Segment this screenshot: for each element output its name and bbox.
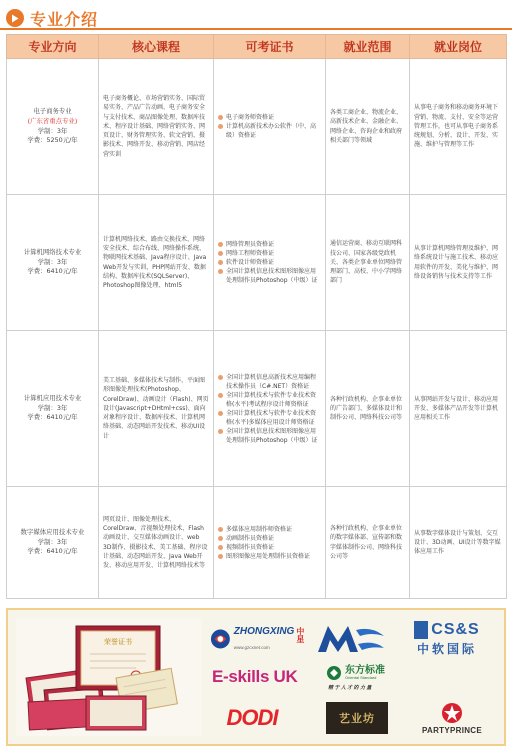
scope-cell: 通信运营商、移动互联网科技公司、国家各级党政机关、各类企事业单位网络管理部门、高校、中小学网络部门 (326, 195, 410, 331)
dfbz-cn: 东方标准 (345, 665, 385, 676)
cert-item: 电子商务师资格证 (218, 113, 321, 122)
cert-item: 全国计算机信息高新技术应用编程技术操作员（C#.NET）资格证 (218, 373, 321, 391)
courses-cell: 电子商务概论、市场营销实务、国际贸易实务、产品广告动画、电子商务安全与支付技术、商品图像处理、数据库技术、程序设计基础、网络营销实务、网页设计、财务管理实务、软文营销、摄影技术、网络开发、移动营销、网店经营实训 (99, 59, 214, 195)
cert-item: 图形图像应用处理制作员资格证 (218, 552, 321, 561)
cert-list (218, 113, 321, 140)
eskills-logo (212, 664, 318, 690)
certificate-title: 荣誉证书 (104, 638, 132, 646)
major-name: 计算机应用技术专业 (23, 393, 82, 402)
m-brand-logo (316, 622, 386, 656)
table-row (7, 487, 507, 599)
dfbz-logo (326, 660, 412, 696)
posts-cell: 从事计算机网络管理及维护、网络系统设计与施工技术、移动应用软件的开发、美化与维护、网络设备销售与技术支持等工作 (410, 195, 507, 331)
dfbz-tagline: 精 于 人 才 的 力 量 (328, 685, 372, 691)
courses-cell: 计算机网络技术、路由交换技术、网络安全技术、综合布线、网络操作系统、物联网技术基础、Java程序设计、Java Web开发与实训、PHP网站开发、数据结构、数据库技术(SQLServer)、Photoshop图像处理、html5 (99, 195, 214, 331)
certs-cell (214, 195, 326, 331)
cert-list (218, 373, 321, 445)
section-header (6, 6, 98, 30)
major-fee: 学费：6410元/年 (27, 547, 78, 556)
cses-logo (396, 620, 498, 658)
major-cell (7, 487, 99, 599)
major-cell (7, 59, 99, 195)
scope-cell: 各种行政机构、企事业单位的数字媒体部、宣传部和数字媒体制作公司、网络科技公司等 (326, 487, 410, 599)
cert-item: 全国计算机技术与软件专业技术资格(水平)考试程序设计师资格证 (218, 391, 321, 409)
partyprince-logo (406, 698, 498, 738)
header-certs: 可考证书 (214, 35, 326, 59)
cert-item: 网络工程师资格证 (218, 249, 321, 258)
section-title: 专业介绍 (30, 9, 99, 29)
courses-cell: 网页设计、图像处理技术、CorelDraw、音视频处理技术、Flash动画设计、交互媒体动画设计、web 3D制作、摄影技术、美工基础、程序设计基础、动态网站开发、Java Web开发、移动应用开发、计算机网络技术等 (99, 487, 214, 599)
cert-item: 计算机高新技术办公软件（中、高级）资格证 (218, 122, 321, 140)
table-row (7, 59, 507, 195)
cses-cn: 中软国际 (416, 642, 477, 656)
major-cell (7, 331, 99, 487)
dfbz-emblem-icon (326, 665, 342, 681)
major-key-badge: (广东省重点专业) (27, 116, 78, 125)
header-major: 专业方向 (7, 35, 99, 59)
certificate-photo (16, 618, 202, 736)
cert-item: 视频制作员资格证 (218, 543, 321, 552)
zhongxing-url: www.gzcxnet.com (233, 645, 270, 651)
certs-cell (214, 331, 326, 487)
cert-list (218, 240, 321, 285)
posts-cell: 从事数字媒体设计与策划、交互设计、3D动画、UI设计等数字媒体应用工作 (410, 487, 507, 599)
courses-cell: 美工基础、多媒体技术与制作、平面图形图像处理技术(Photoshop、CorelDraw)、动画设计（Flash)、网页设计(Javascript+DHtml+css)、面向对象程序设计、数据库技术、计算机网络基础、动态网站开发技术、移动UI设计 (99, 331, 214, 487)
play-icon (6, 9, 24, 27)
major-duration: 学制：3年 (37, 126, 68, 135)
eskills-text: E-skills UK (212, 667, 298, 686)
major-name: 数字媒体应用技术专业 (20, 527, 85, 536)
major-fee: 学费：5250元/年 (27, 136, 78, 145)
certs-cell (214, 487, 326, 599)
zhongxing-emblem-icon (210, 628, 231, 650)
cert-item: 动画制作员资格证 (218, 534, 321, 543)
zhongxing-cn: 中星 (296, 627, 305, 645)
major-fee: 学费：6410元/年 (27, 267, 78, 276)
partners-panel (6, 608, 506, 746)
header-scope: 就业范围 (326, 35, 410, 59)
cert-item: 全国计算机技术与软件专业技术资格(水平)多媒体应用设计师资格证 (218, 409, 321, 427)
cert-item: 全国计算机信息技术图形图像应用处理制作员Photoshop（中级）证 (218, 427, 321, 445)
table-header-row (7, 35, 507, 59)
header-courses: 核心课程 (99, 35, 214, 59)
zhongxing-name: ZHONGXING (233, 626, 295, 638)
cert-list (218, 525, 321, 561)
posts-cell: 从事网站开发与设计、移动应用开发、多媒体产品开发等计算机应用相关工作 (410, 331, 507, 487)
table-row (7, 195, 507, 331)
dfbz-en: Oriental Standard (345, 675, 377, 680)
zhongxing-logo (210, 624, 308, 654)
certs-cell (214, 59, 326, 195)
scope-cell: 各种行政机构、企事业单位的广告部门、多媒体设计和制作公司、网络科技公司等 (326, 331, 410, 487)
cert-item: 多媒体应用制作师资格证 (218, 525, 321, 534)
major-duration: 学制：3年 (37, 257, 68, 266)
major-name: 电子商务专业 (33, 106, 72, 115)
major-cell (7, 195, 99, 331)
partyprince-text: PARTYPRINCE (421, 725, 483, 735)
title-divider (0, 28, 512, 30)
yiyefang-text: 艺业坊 (339, 712, 375, 725)
major-fee: 学费：6410元/年 (27, 413, 78, 422)
majors-table (6, 34, 507, 599)
major-duration: 学制：3年 (37, 403, 68, 412)
cses-en: CS&S (431, 621, 480, 638)
major-duration: 学制：3年 (37, 537, 68, 546)
header-posts: 就业岗位 (410, 35, 507, 59)
posts-cell: 从事电子商务和移动商务环境下营销、物流、支付、安全等运营管理工作，也可从事电子商务系统规划、分析、设计、开发、实施、维护与管理等工作 (410, 59, 507, 195)
yiyefang-logo (326, 702, 388, 734)
scope-cell: 各类工商企业、物流企业、高新技术企业、金融企业、网络企业、咨询企业和政府相关部门等领域 (326, 59, 410, 195)
dodi-text: DODI (226, 705, 278, 730)
cert-item: 网络管理员资格证 (218, 240, 321, 249)
cert-item: 软件设计师资格证 (218, 258, 321, 267)
table-row (7, 331, 507, 487)
partyprince-emblem-icon (441, 702, 463, 724)
dodi-logo (212, 702, 292, 734)
major-name: 计算机网络技术专业 (23, 247, 82, 256)
cert-item: 全国计算机信息技术图形图像应用处理制作员Photoshop（中级）证 (218, 267, 321, 285)
